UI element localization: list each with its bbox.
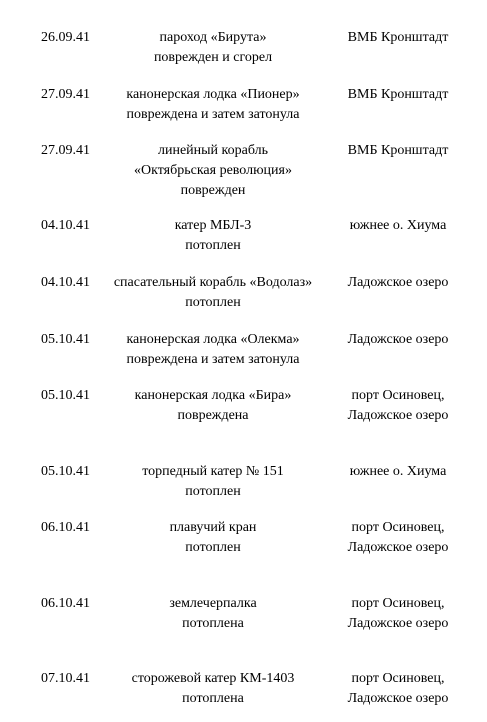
event-line: повреждена и затем затонула <box>126 107 300 122</box>
place-line: ВМБ Кронштадт <box>347 87 449 102</box>
event-cell <box>98 386 328 426</box>
event-line: потоплена <box>182 691 244 706</box>
event-cell <box>98 216 328 256</box>
event-line: поврежден и сгорел <box>153 50 273 65</box>
date-cell: 06.10.41 <box>41 596 90 611</box>
place-line: Ладожское озеро <box>347 275 449 290</box>
place-cell <box>336 462 460 482</box>
place-line: Ладожское озеро <box>347 408 449 423</box>
place-line: Ладожское озеро <box>347 540 449 555</box>
date-cell: 07.10.41 <box>41 671 90 686</box>
event-line: торпедный катер № 151 <box>142 464 284 479</box>
date-cell: 05.10.41 <box>41 388 90 403</box>
event-line: плавучий кран <box>169 520 257 535</box>
date-cell: 04.10.41 <box>41 218 90 233</box>
event-line: канонерская лодка «Пионер» <box>126 87 300 102</box>
date-cell: 27.09.41 <box>41 87 90 102</box>
event-line: спасательный корабль «Водолаз» <box>113 275 313 290</box>
place-line: ВМБ Кронштадт <box>347 143 449 158</box>
place-line: Ладожское озеро <box>347 691 449 706</box>
place-line: южнее о. Хиума <box>349 464 447 479</box>
event-cell <box>98 273 328 313</box>
place-cell <box>336 28 460 48</box>
date-cell: 26.09.41 <box>41 30 90 45</box>
event-line: «Октябрьская революция» <box>134 163 292 178</box>
place-line: порт Осиновец, <box>351 671 445 686</box>
place-line: Ладожское озеро <box>347 616 449 631</box>
event-line: линейный корабль <box>157 143 269 158</box>
place-line: порт Осиновец, <box>351 520 445 535</box>
event-line: катер МБЛ-3 <box>174 218 252 233</box>
event-line: пароход «Бирута» <box>159 30 267 45</box>
event-line: поврежден <box>180 183 246 198</box>
event-line: сторожевой катер КМ-1403 <box>131 671 295 686</box>
place-line: ВМБ Кронштадт <box>347 30 449 45</box>
event-line: потоплен <box>185 238 241 253</box>
event-cell <box>98 141 328 201</box>
event-line: потоплена <box>182 616 244 631</box>
event-cell <box>98 28 328 68</box>
date-cell: 05.10.41 <box>41 332 90 347</box>
event-cell <box>98 462 328 502</box>
event-line: канонерская лодка «Бира» <box>134 388 292 403</box>
place-cell <box>336 216 460 236</box>
event-line: повреждена <box>177 408 249 423</box>
date-cell: 05.10.41 <box>41 464 90 479</box>
date-cell: 27.09.41 <box>41 143 90 158</box>
event-line: землечерпалка <box>169 596 257 611</box>
place-cell <box>336 330 460 350</box>
event-cell <box>98 85 328 125</box>
place-cell <box>336 669 460 709</box>
event-line: потоплен <box>185 295 241 310</box>
date-cell: 04.10.41 <box>41 275 90 290</box>
event-cell <box>98 518 328 558</box>
place-cell <box>336 141 460 161</box>
place-line: порт Осиновец, <box>351 388 445 403</box>
event-line: канонерская лодка «Олекма» <box>126 332 300 347</box>
event-cell <box>98 330 328 370</box>
place-cell <box>336 85 460 105</box>
place-cell <box>336 518 460 558</box>
event-cell <box>98 669 328 709</box>
event-line: потоплен <box>185 484 241 499</box>
event-line: потоплен <box>185 540 241 555</box>
place-cell <box>336 594 460 634</box>
place-line: порт Осиновец, <box>351 596 445 611</box>
place-line: Ладожское озеро <box>347 332 449 347</box>
event-cell <box>98 594 328 634</box>
date-cell: 06.10.41 <box>41 520 90 535</box>
place-cell <box>336 273 460 293</box>
place-cell <box>336 386 460 426</box>
place-line: южнее о. Хиума <box>349 218 447 233</box>
event-line: повреждена и затем затонула <box>126 352 300 367</box>
